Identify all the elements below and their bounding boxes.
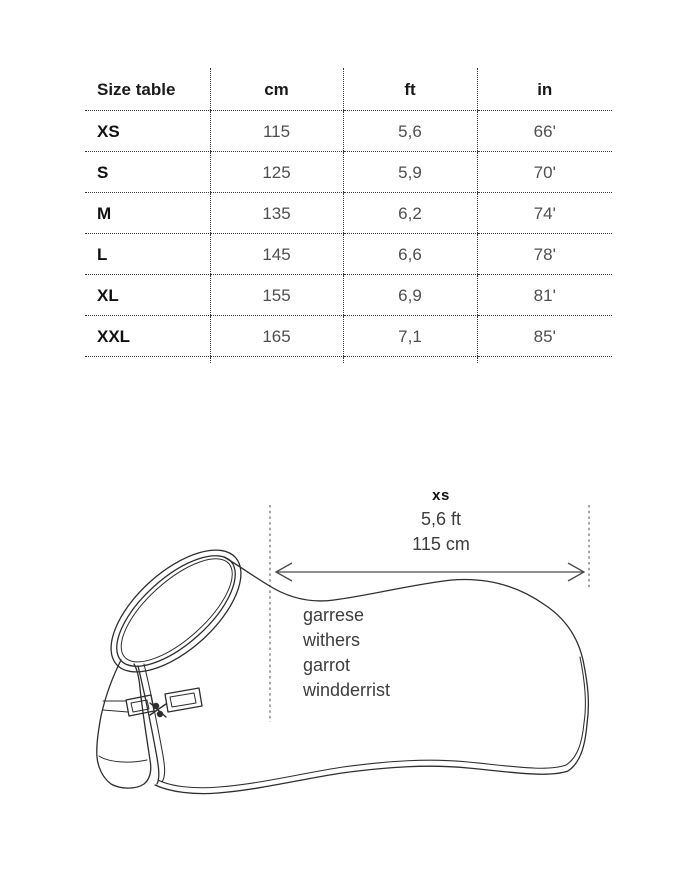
size-label: S [85,152,210,193]
size-table [85,68,612,363]
size-label: XL [85,275,210,316]
measurement-size: xs [432,487,450,504]
table-row [85,275,612,316]
neck-collar [90,528,261,693]
measurement-ft: 5,6 ft [420,509,462,529]
value-cm: 135 [210,193,343,234]
value-in: 81' [477,275,612,316]
column-header-ft: ft [343,68,477,111]
arrow-right-head [568,563,584,581]
term: garrese [303,605,365,625]
value-cm: 145 [210,234,343,275]
table-header-row [85,68,612,111]
value-in: 78' [477,234,612,275]
measurement-cm: 115 cm [412,534,470,554]
table-row [85,316,612,357]
size-label: M [85,193,210,234]
arrow-left-head [276,563,292,581]
width-arrow [276,563,584,581]
table-row [85,234,612,275]
value-in: 70' [477,152,612,193]
withers-terms [303,603,390,703]
chest-flap [97,660,151,788]
table-row [85,152,612,193]
table-border-overhang [85,357,612,364]
measurement-label [366,486,516,557]
front-edge-line [138,666,159,784]
term: garrot [303,655,351,675]
value-cm: 155 [210,275,343,316]
table-title: Size table [85,68,210,111]
column-header-cm: cm [210,68,343,111]
value-in: 74' [477,193,612,234]
value-ft: 5,6 [343,111,477,152]
value-ft: 6,2 [343,193,477,234]
column-header-in: in [477,68,612,111]
value-ft: 5,9 [343,152,477,193]
value-in: 66' [477,111,612,152]
flap-foot-line [99,756,147,762]
size-label: XXL [85,316,210,357]
chest-buckle [103,688,202,717]
term: windderrist [303,680,391,700]
value-in: 85' [477,316,612,357]
table-row [85,193,612,234]
value-ft: 6,6 [343,234,477,275]
size-label: L [85,234,210,275]
value-cm: 115 [210,111,343,152]
table-row [85,111,612,152]
front-edge-line [144,664,165,782]
value-ft: 7,1 [343,316,477,357]
term: withers [303,630,361,650]
value-cm: 125 [210,152,343,193]
size-label: XS [85,111,210,152]
value-ft: 6,9 [343,275,477,316]
value-cm: 165 [210,316,343,357]
